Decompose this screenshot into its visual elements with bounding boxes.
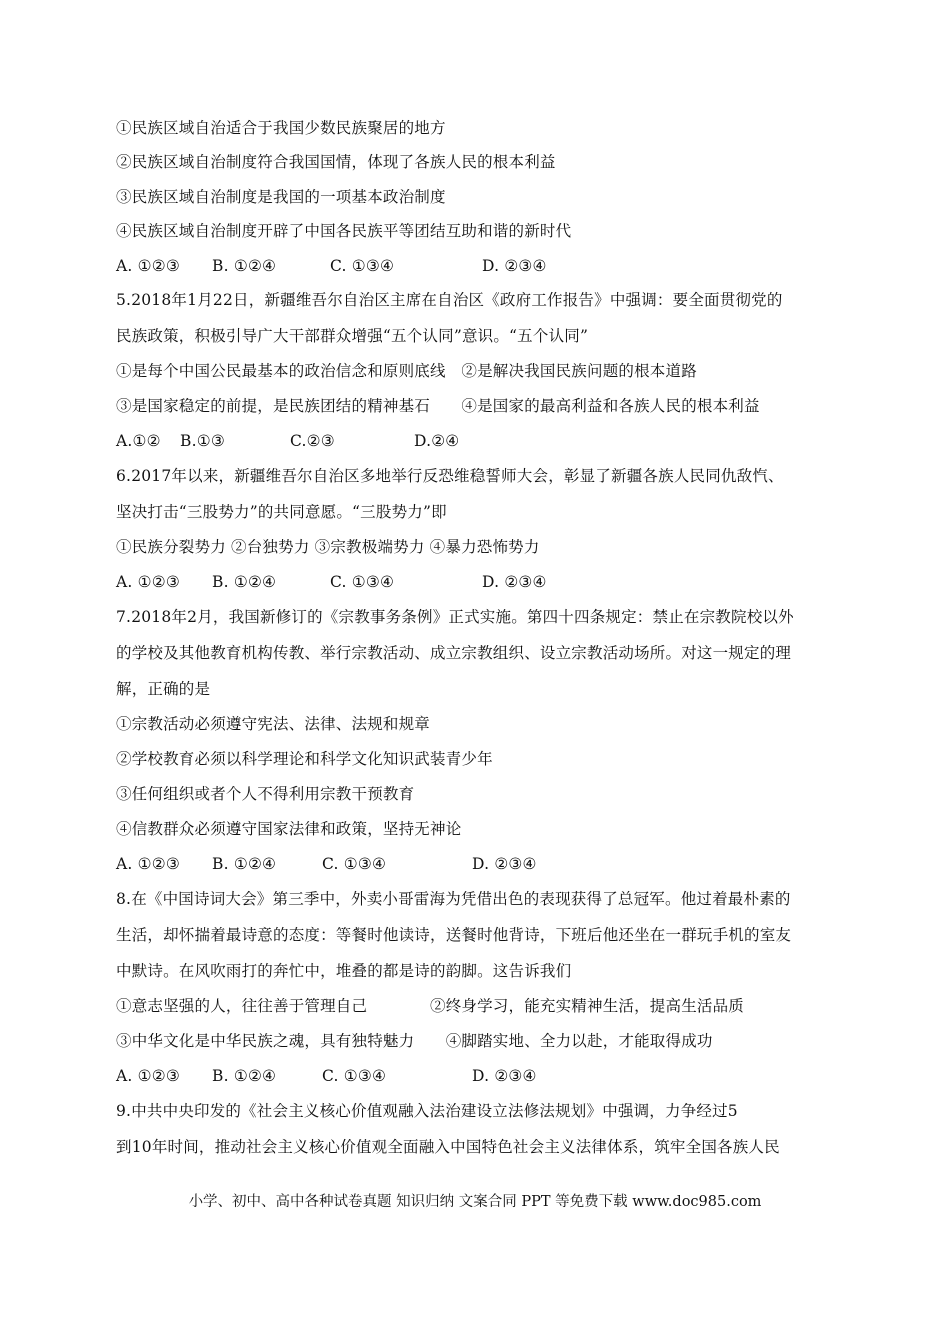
text-line: ①宗教活动必须遵守宪法、法律、法规和规章 (116, 715, 431, 733)
text-line: ②学校教育必须以科学理论和科学文化知识武装青少年 (116, 750, 493, 768)
page-footer: 小学、初中、高中各种试卷真题 知识归纳 文案合同 PPT 等免费下载 www.doc985.com (188, 1194, 762, 1210)
answer-option: C. ①③④ (322, 855, 387, 873)
answer-option: B. ①②④ (212, 257, 277, 275)
answer-option: C. ①③④ (330, 257, 395, 275)
answer-option: B.①③ (180, 432, 225, 450)
answer-option: A. ①②③ (116, 257, 180, 275)
answer-option: D. ②③④ (482, 573, 547, 591)
answer-option: A. ①②③ (116, 855, 180, 873)
text-line: 5.2018年1月22日，新疆维吾尔自治区主席在自治区《政府工作报告》中强调：要全面贯彻党的 (116, 291, 783, 309)
text-line: ④民族区域自治制度开辟了中国各民族平等团结互助和谐的新时代 (116, 222, 572, 240)
text-line: 到10年时间，推动社会主义核心价值观全面融入中国特色社会主义法律体系，筑牢全国各族人民 (116, 1138, 780, 1156)
text-line: 民族政策，积极引导广大干部群众增强“五个认同”意识。“五个认同” (116, 327, 589, 345)
answer-option: B. ①②④ (212, 573, 277, 591)
text-line: 生活，却怀揣着最诗意的态度：等餐时他读诗，送餐时他背诗，下班后他还坐在一群玩手机的室友 (116, 926, 792, 944)
answer-option: C.②③ (290, 432, 335, 450)
text-line: ②民族区域自治制度符合我国国情，体现了各族人民的根本利益 (116, 153, 556, 171)
text-line: ①是每个中国公民最基本的政治信念和原则底线 ②是解决我国民族问题的根本道路 (116, 362, 697, 380)
answer-option: C. ①③④ (330, 573, 395, 591)
text-line: ③任何组织或者个人不得利用宗教干预教育 (116, 785, 415, 803)
answer-option: B. ①②④ (212, 855, 277, 873)
answer-option: C. ①③④ (322, 1067, 387, 1085)
text-line: ③是国家稳定的前提，是民族团结的精神基石 ④是国家的最高利益和各族人民的根本利益 (116, 397, 760, 415)
text-line: 7.2018年2月，我国新修订的《宗教事务条例》正式实施。第四十四条规定：禁止在宗教院校以外 (116, 608, 794, 626)
text-line: 解，正确的是 (116, 680, 211, 698)
text-line: ④信教群众必须遵守国家法律和政策，坚持无神论 (116, 820, 462, 838)
text-line: 9.中共中央印发的《社会主义核心价值观融入法治建设立法修法规划》中强调，力争经过5 (116, 1102, 738, 1120)
answer-option: A.①② (116, 432, 161, 450)
answer-option: A. ①②③ (116, 573, 180, 591)
text-line: 6.2017年以来，新疆维吾尔自治区多地举行反恐维稳誓师大会，彰显了新疆各族人民同仇敌忾、 (116, 467, 784, 485)
text-line: 坚决打击“三股势力”的共同意愿。“三股势力”即 (116, 503, 447, 521)
answer-option: D. ②③④ (472, 1067, 537, 1085)
text-line: 的学校及其他教育机构传教、举行宗教活动、成立宗教组织、设立宗教活动场所。对这一规定的理 (116, 644, 792, 662)
answer-option: D. ②③④ (472, 855, 537, 873)
text-line: ①民族分裂势力 ②台独势力 ③宗教极端势力 ④暴力恐怖势力 (116, 538, 540, 556)
answer-option: D.②④ (414, 432, 460, 450)
answer-option: D. ②③④ (482, 257, 547, 275)
text-line: 8.在《中国诗词大会》第三季中，外卖小哥雷海为凭借出色的表现获得了总冠军。他过着最朴素的 (116, 890, 791, 908)
answer-option: B. ①②④ (212, 1067, 277, 1085)
text-line: ③民族区域自治制度是我国的一项基本政治制度 (116, 188, 446, 206)
text-line: 中默诗。在风吹雨打的奔忙中，堆叠的都是诗的韵脚。这告诉我们 (116, 962, 572, 980)
answer-option: A. ①②③ (116, 1067, 180, 1085)
text-line: ③中华文化是中华民族之魂，具有独特魅力 ④脚踏实地、全力以赴，才能取得成功 (116, 1032, 713, 1050)
text-line: ①民族区域自治适合于我国少数民族聚居的地方 (116, 119, 446, 137)
text-line: ①意志坚强的人，往往善于管理自己 ②终身学习，能充实精神生活，提高生活品质 (116, 997, 745, 1015)
